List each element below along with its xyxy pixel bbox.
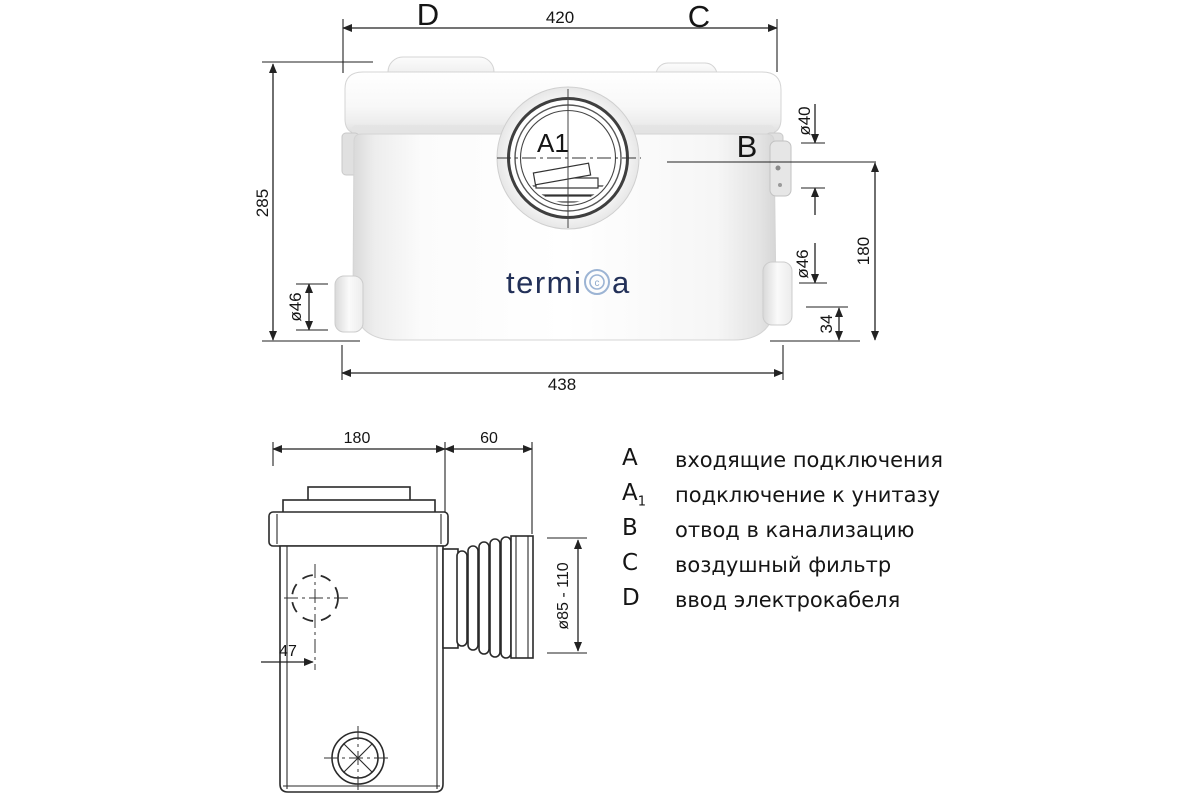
dim-right-height: 180 [854,236,873,266]
legend-key: B [622,514,638,541]
legend-label: входящие подключения [675,447,944,472]
dim-438: 438 [547,375,577,394]
sewage-outlet-b [770,141,791,196]
legend-row-c [622,547,943,582]
legend-row-a1 [622,477,943,512]
legend-key: D [622,584,640,611]
label-c: C [687,0,711,34]
toilet-connection-a1 [497,87,641,229]
dim-420: 420 [545,8,575,27]
legend-row-a [622,442,943,477]
label-a1: A1 [537,128,569,158]
dim-inlet-offset: 47 [279,643,297,660]
side-lid-band [269,512,448,546]
label-b: B [736,129,758,164]
legend-key: A [622,444,638,471]
legend-row-d [622,582,943,617]
legend-label: отвод в канализацию [675,517,915,542]
legend-key: C [622,549,639,576]
legend-label: воздушный фильтр [675,552,892,577]
side-cap-layer [283,500,435,513]
dim-body-depth: 180 [343,430,371,447]
inlet-port-right [763,262,792,325]
dim-outlet-length: 60 [480,430,498,447]
dim-outlet-dia-range: ø85 - 110 [555,562,572,630]
dim-outlet-dia: ø40 [795,106,814,136]
legend-label: ввод электрокабеля [675,587,901,612]
label-d: D [416,0,440,32]
dim-285: 285 [253,188,272,218]
side-view [261,430,587,792]
legend [622,442,943,617]
legend-key: $A_1$ [622,479,647,510]
dim-left-port-dia: ø46 [286,292,305,322]
side-outlet-bellows [443,536,533,658]
dim-right-port-dia: ø46 [793,249,812,279]
legend-label: подключение к унитазу [675,482,941,507]
logo-text-left: termi [506,265,583,300]
front-view-pump [335,57,792,340]
dim-bottom-offset: 34 [817,314,836,334]
outlet-detail-dot [776,166,781,171]
logo-text-right: a [612,265,631,300]
outlet-detail-dot [778,183,782,187]
legend-row-b [622,512,943,547]
termica-logo [506,265,631,300]
logo-c: c [594,278,600,289]
inlet-port-left [335,276,363,332]
